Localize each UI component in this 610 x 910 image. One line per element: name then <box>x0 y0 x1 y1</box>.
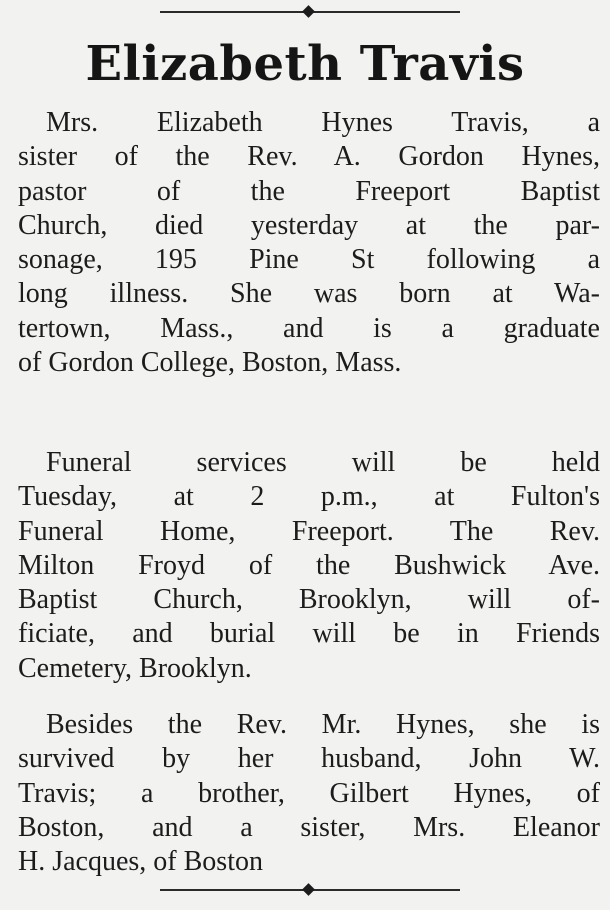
paragraph-line: long illness. She was born at Wa- <box>18 278 600 310</box>
paragraph-1 <box>18 106 600 380</box>
paragraph-line: sister of the Rev. A. Gordon Hynes, <box>18 141 600 173</box>
paragraph-line: Funeral services will be held <box>46 447 600 478</box>
paragraph-line: Cemetery, Brooklyn. <box>18 652 252 684</box>
paragraph-line: of Gordon College, Boston, Mass. <box>18 347 402 379</box>
paragraph-2 <box>18 446 600 686</box>
paragraph-line: Boston, and a sister, Mrs. Eleanor <box>18 811 600 843</box>
bottom-divider-rule <box>160 884 460 896</box>
paragraph-line: ficiate, and burial will be in Friends <box>18 618 600 650</box>
obituary-headline: Elizabeth Travis <box>85 36 525 92</box>
paragraph-line: Baptist Church, Brooklyn, will of- <box>18 584 600 616</box>
paragraph-line: survived by her husband, John W. <box>18 743 600 775</box>
paragraph-line: Church, died yesterday at the par- <box>18 209 600 241</box>
paragraph-line: H. Jacques, of Boston <box>18 846 263 878</box>
paragraph-line: sonage, 195 Pine St following a <box>18 244 600 276</box>
paragraph-line: Mrs. Elizabeth Hynes Travis, a <box>46 107 600 138</box>
top-divider-rule <box>160 6 460 18</box>
top-rule-diamond-ornament <box>302 5 315 18</box>
paragraph-3 <box>18 708 600 879</box>
paragraph-line: Funeral Home, Freeport. The Rev. <box>18 515 600 547</box>
paragraph-line: pastor of the Freeport Baptist <box>18 175 600 207</box>
paragraph-line: Tuesday, at 2 p.m., at Fulton's <box>18 481 600 513</box>
paragraph-line: Besides the Rev. Mr. Hynes, she is <box>46 709 600 740</box>
bottom-rule-diamond-ornament <box>302 883 315 896</box>
paragraph-line: Milton Froyd of the Bushwick Ave. <box>18 549 600 581</box>
paragraph-line: Travis; a brother, Gilbert Hynes, of <box>18 777 600 809</box>
paragraph-line: tertown, Mass., and is a graduate <box>18 312 600 344</box>
